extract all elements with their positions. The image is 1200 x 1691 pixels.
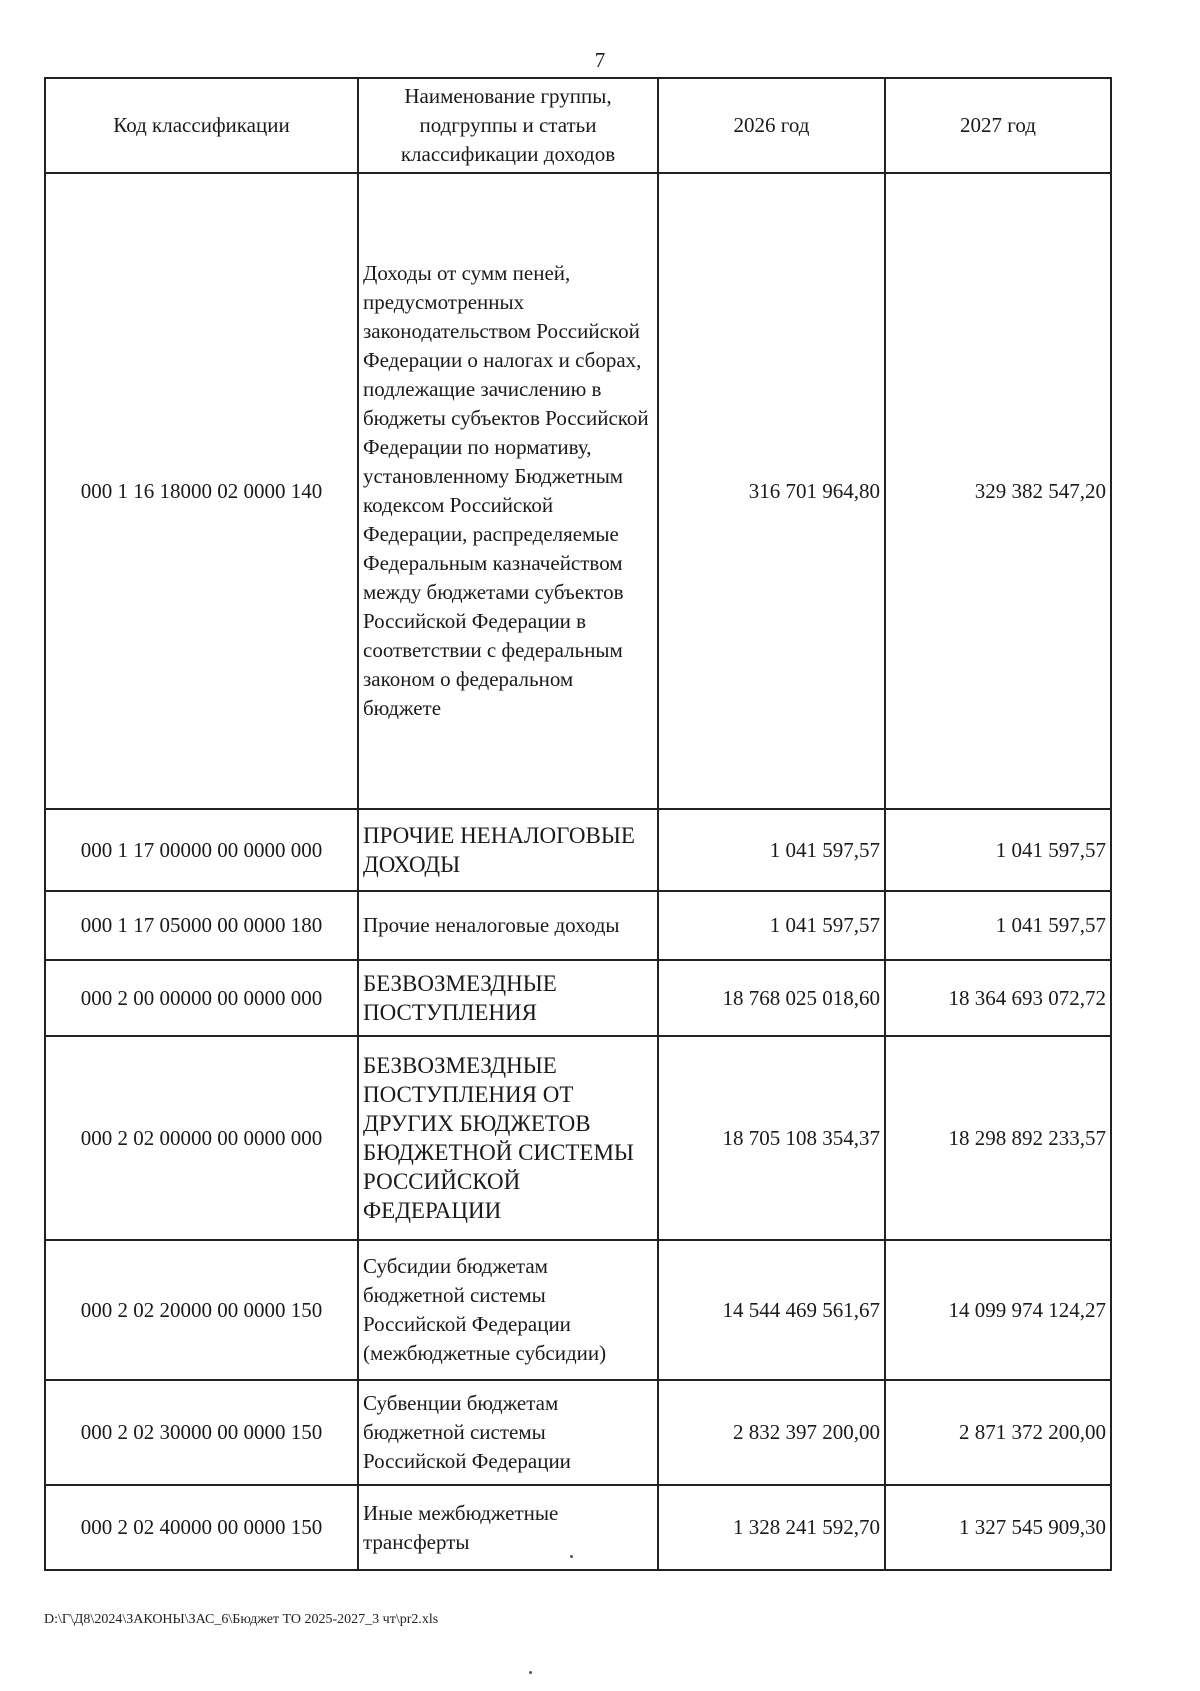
row-value-2026: 316 701 964,80	[658, 173, 885, 809]
row-code: 000 1 16 18000 02 0000 140	[45, 173, 358, 809]
row-value-2026: 2 832 397 200,00	[658, 1380, 885, 1485]
row-code: 000 2 02 30000 00 0000 150	[45, 1380, 358, 1485]
revenue-classification-table	[44, 77, 1112, 1571]
row-name: Иные межбюджетные трансферты	[358, 1485, 658, 1570]
row-value-2026: 1 041 597,57	[658, 891, 885, 960]
table-row	[45, 960, 1111, 1036]
row-name: Субвенции бюджетам бюджетной системы Российской Федерации	[358, 1380, 658, 1485]
table-header-row	[45, 78, 1111, 173]
table-row	[45, 891, 1111, 960]
header-year-2026: 2026 год	[658, 78, 885, 173]
row-value-2026: 1 041 597,57	[658, 809, 885, 891]
scan-speck	[529, 1671, 532, 1674]
row-code: 000 1 17 00000 00 0000 000	[45, 809, 358, 891]
row-code: 000 2 02 20000 00 0000 150	[45, 1240, 358, 1380]
row-value-2027: 329 382 547,20	[885, 173, 1111, 809]
row-value-2027: 18 298 892 233,57	[885, 1036, 1111, 1240]
table-row	[45, 809, 1111, 891]
table-row	[45, 1485, 1111, 1570]
header-code: Код классификации	[45, 78, 358, 173]
row-name: БЕЗВОЗМЕЗДНЫЕ ПОСТУПЛЕНИЯ	[358, 960, 658, 1036]
row-value-2027: 2 871 372 200,00	[885, 1380, 1111, 1485]
row-value-2026: 18 768 025 018,60	[658, 960, 885, 1036]
row-value-2027: 1 041 597,57	[885, 891, 1111, 960]
row-name: Субсидии бюджетам бюджетной системы Российской Федерации (межбюджетные субсидии)	[358, 1240, 658, 1380]
table-row	[45, 1380, 1111, 1485]
row-name: БЕЗВОЗМЕЗДНЫЕ ПОСТУПЛЕНИЯ ОТ ДРУГИХ БЮДЖЕТОВ БЮДЖЕТНОЙ СИСТЕМЫ РОССИЙСКОЙ ФЕДЕРАЦИИ	[358, 1036, 658, 1240]
row-value-2026: 14 544 469 561,67	[658, 1240, 885, 1380]
row-name: Доходы от сумм пеней, предусмотренных законодательством Российской Федерации о налогах и сборах, подлежащие зачислению в бюджеты субъектов Российской Федерации по нормативу, установленному Бюджетным кодексом Российской Федерации, распределяемые Федеральным казначейством между бюджетами субъектов Российской Федерации в соответствии с федеральным законом о федеральном бюджете	[358, 173, 658, 809]
row-value-2026: 18 705 108 354,37	[658, 1036, 885, 1240]
row-value-2026: 1 328 241 592,70	[658, 1485, 885, 1570]
row-code: 000 2 02 40000 00 0000 150	[45, 1485, 358, 1570]
table-row	[45, 1036, 1111, 1240]
header-name: Наименование группы, подгруппы и статьи классификации доходов	[358, 78, 658, 173]
row-code: 000 2 02 00000 00 0000 000	[45, 1036, 358, 1240]
file-path-footer: D:\Г\Д8\2024\ЗАКОНЫ\ЗАС_6\Бюджет ТО 2025-2027_3 чт\pr2.xls	[44, 1612, 439, 1627]
row-name: ПРОЧИЕ НЕНАЛОГОВЫЕ ДОХОДЫ	[358, 809, 658, 891]
header-year-2027: 2027 год	[885, 78, 1111, 173]
row-name: Прочие неналоговые доходы	[358, 891, 658, 960]
table-row	[45, 1240, 1111, 1380]
row-value-2027: 18 364 693 072,72	[885, 960, 1111, 1036]
table-row	[45, 173, 1111, 809]
row-value-2027: 1 041 597,57	[885, 809, 1111, 891]
row-value-2027: 14 099 974 124,27	[885, 1240, 1111, 1380]
row-code: 000 1 17 05000 00 0000 180	[45, 891, 358, 960]
page-number: 7	[594, 48, 606, 72]
scan-speck	[570, 1555, 573, 1558]
row-value-2027: 1 327 545 909,30	[885, 1485, 1111, 1570]
row-code: 000 2 00 00000 00 0000 000	[45, 960, 358, 1036]
